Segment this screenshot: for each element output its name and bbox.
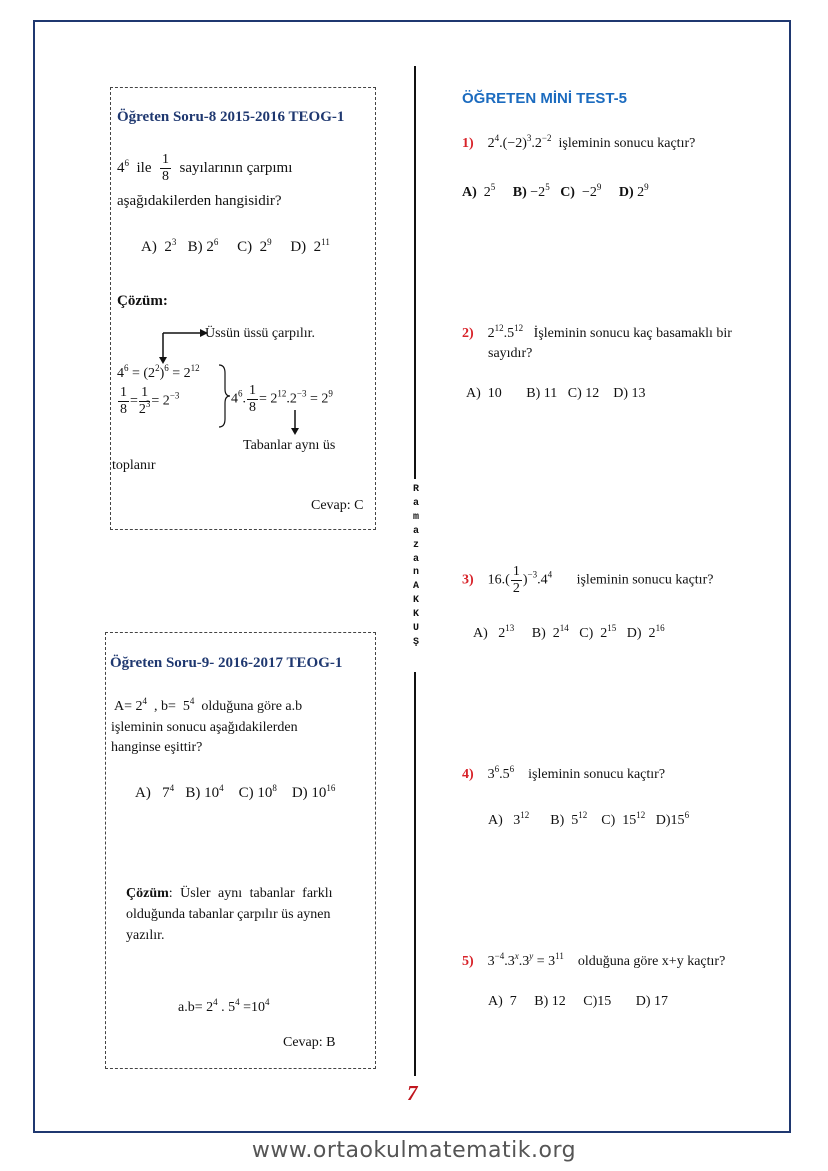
q1-options: A) $2^5$ $B) -2^5$ $C) -2^9$ D) $2^9$ bbox=[462, 182, 649, 200]
down-arrow-icon bbox=[289, 408, 301, 436]
question-2: 2) $2^{12}.5^{12}$ İşleminin sonucu kaç basamaklı bir bbox=[462, 323, 732, 341]
box1-question-line2: aşağıdakilerden hangisidir? bbox=[117, 193, 282, 209]
q5-text: olduğuna göre x+y kaçtır? bbox=[577, 954, 726, 969]
box1-solution-eq2: $\frac{1}{8}$ = $\frac{1}{2^3}$ = $2^{-3}$ bbox=[120, 385, 180, 417]
divider-top bbox=[414, 66, 416, 479]
box2-answer: Cevap: B bbox=[283, 1035, 336, 1050]
question-2-line2: sayıdır? bbox=[488, 346, 533, 361]
box1-solution-label: Çözüm: bbox=[117, 293, 168, 309]
q5-number: 5) bbox=[462, 954, 474, 969]
question-3: 3) 16.( $\frac{1}{2}$ )$^{-3}.4^4$ işleminin sonucu kaçtır? bbox=[462, 564, 714, 596]
q3-number: 3) bbox=[462, 572, 474, 588]
q2-number: 2) bbox=[462, 326, 474, 341]
q4-options: A) $3^{12}$ B) $5^{12}$ C) $15^{12}$ $D)15^6$ bbox=[488, 810, 690, 828]
q1-text: işleminin sonucu kaçtır? bbox=[558, 136, 696, 151]
box2-solution-label: Çözüm bbox=[126, 886, 169, 901]
box2-q-text: olduğuna göre a.b bbox=[201, 699, 303, 714]
vertical-name-letter: a bbox=[412, 497, 419, 509]
question-5: 5) $3^{-4}.3^x.3^y = 3^{11}$ olduğuna göre x+y kaçtır? bbox=[462, 951, 726, 969]
q4-number: 4) bbox=[462, 767, 474, 782]
page-number: 7 bbox=[407, 1081, 418, 1105]
vertical-name-letter: K bbox=[412, 609, 419, 621]
box1-question-line1: $4^6$ ile $\frac{1}{8}$ sayılarının çarpımı bbox=[117, 152, 293, 184]
box2-solution-line2: olduğunda tabanlar çarpılır üs aynen bbox=[126, 907, 331, 922]
box2-question-line2: işleminin sonucu aşağıdakilerden bbox=[111, 720, 298, 735]
test-title: ÖĞRETEN MİNİ TEST-5 bbox=[462, 90, 628, 107]
q4-text: işleminin sonucu kaçtır? bbox=[528, 767, 666, 782]
question-1: 1) $2^4.(-2)^3.2^{-2}$ işleminin sonucu kaçtır? bbox=[462, 133, 696, 151]
q1-number: 1) bbox=[462, 136, 474, 151]
box2-title: Öğreten Soru-9- 2016-2017 TEOG-1 bbox=[110, 655, 343, 671]
q3-options: A) $2^{13}$ B) $2^{14}$ C) $2^{15}$ D) $2^{16}$ bbox=[473, 623, 665, 641]
box1-note-bottom2: toplanır bbox=[112, 458, 156, 473]
vertical-name-letter: n bbox=[412, 567, 419, 579]
vertical-name-letter: K bbox=[412, 595, 419, 607]
box1-note-bottom: Tabanlar aynı üs bbox=[243, 438, 336, 453]
box2-solution-line1 bbox=[126, 886, 333, 902]
box1-note-top: Üssün üssü çarpılır. bbox=[205, 326, 316, 341]
vertical-name-letter: Ş bbox=[412, 636, 419, 648]
vertical-name-letter: m bbox=[412, 511, 419, 523]
box2-solution-eq: $a.b= 2^4$ . $5^4 =10^4$ bbox=[178, 997, 270, 1015]
box2-solution-line3: yazılır. bbox=[126, 928, 165, 943]
q2-options: A) 10 B) 11 C) 12 D) 13 bbox=[466, 386, 646, 401]
vertical-name-letter: a bbox=[412, 553, 419, 565]
fraction-one-eighth: $\frac{1}{8}$ bbox=[162, 152, 169, 184]
vertical-name-letter: R bbox=[412, 484, 419, 495]
vertical-name-letter: z bbox=[412, 539, 419, 551]
brace-icon bbox=[217, 363, 231, 429]
box1-solution-eq3: $4^6$. $\frac{1}{8}$ = $2^{12}.2^{-3} = 2^9$ bbox=[231, 383, 333, 415]
box2-question-line3: hanginse eşittir? bbox=[111, 740, 203, 755]
box1-solution-eq1: $4^6 = (2^2)^6 = 2^{12}$ bbox=[117, 363, 200, 381]
box1-q-ile: ile bbox=[136, 159, 152, 176]
box2-question-line1: $A= 2^4$ , $b= 5^4$ olduğuna göre a.b bbox=[114, 696, 303, 714]
vertical-name-letter: U bbox=[412, 623, 419, 635]
question-4: 4) $3^6.5^6$ işleminin sonucu kaçtır? bbox=[462, 764, 666, 782]
box1-options: A) $2^3$ B) $2^6$ C) $2^9$ D) $2^{11}$ bbox=[141, 237, 330, 255]
box2-options: A) $7^4$ B) $10^4$ C) $10^8$ D) $10^{16}$ bbox=[135, 783, 336, 801]
box1-answer: Cevap: C bbox=[311, 498, 364, 513]
box1-q-text: sayılarının çarpımı bbox=[179, 159, 293, 176]
q3-text: işleminin sonucu kaçtır? bbox=[576, 572, 714, 588]
box1-title: Öğreten Soru-8 2015-2016 TEOG-1 bbox=[117, 109, 345, 125]
vertical-author-name bbox=[409, 483, 423, 650]
divider-bottom bbox=[414, 672, 416, 1076]
box2-solution-text1: : Üsler aynı tabanlar farklı bbox=[168, 886, 333, 901]
vertical-name-letter: a bbox=[412, 525, 419, 537]
q5-options: A) 7 B) 12 C)15 D) 17 bbox=[488, 994, 669, 1009]
vertical-name-letter: A bbox=[412, 581, 419, 593]
footer-url[interactable]: www.ortaokulmatematik.org bbox=[251, 1138, 577, 1163]
q2-text: İşleminin sonucu kaç basamaklı bir bbox=[533, 326, 732, 341]
